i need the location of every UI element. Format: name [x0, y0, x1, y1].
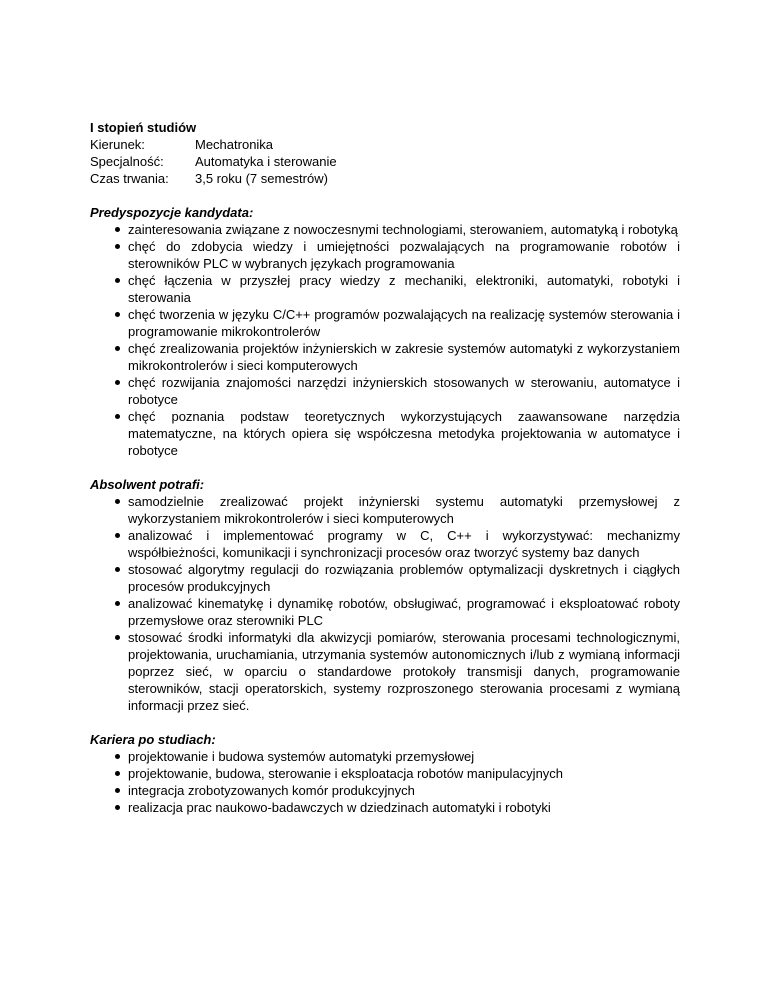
bullet-dot-icon [115, 805, 120, 810]
list-item [90, 306, 680, 340]
bullet-dot-icon [115, 346, 120, 351]
career-list [90, 748, 680, 816]
info-row-field [90, 136, 680, 153]
section-heading: Kariera po studiach: [90, 732, 216, 747]
document-page [90, 119, 680, 816]
predispositions-list [90, 221, 680, 459]
list-item [90, 340, 680, 374]
bullet-dot-icon [115, 244, 120, 249]
list-item [90, 527, 680, 561]
list-item-text: stosować algorytmy regulacji do rozwiązania problemów optymalizacji dyskretnych i ciągłych procesów produkcyjnych [128, 562, 680, 594]
info-value: 3,5 roku (7 semestrów) [195, 171, 328, 186]
bullet-dot-icon [115, 533, 120, 538]
list-item-text: chęć poznania podstaw teoretycznych wykorzystujących zaawansowane narzędzia matematyczne, na których opiera się współczesna metodyka projektowania w automatyce i robotyce [128, 409, 680, 458]
list-item [90, 595, 680, 629]
bullet-dot-icon [115, 771, 120, 776]
career-section [90, 731, 680, 816]
list-item-text: zainteresowania związane z nowoczesnymi technologiami, sterowaniem, automatyką i robotyką [128, 222, 678, 237]
bullet-dot-icon [115, 754, 120, 759]
info-row-duration [90, 170, 680, 187]
list-item-text: projektowanie, budowa, sterowanie i eksploatacja robotów manipulacyjnych [128, 766, 564, 781]
section-heading: Absolwent potrafi: [90, 477, 205, 492]
list-item-text: chęć do zdobycia wiedzy i umiejętności pozwalających na programowanie robotów i sterowników PLC w wybranych językach programowania [128, 239, 680, 271]
list-item-text: projektowanie i budowa systemów automatyki przemysłowej [128, 749, 475, 764]
list-item-text: integracja zrobotyzowanych komór produkcyjnych [128, 783, 415, 798]
info-label: Czas trwania: [90, 171, 169, 186]
graduate-section [90, 476, 680, 714]
degree-title: I stopień studiów [90, 120, 197, 135]
graduate-list [90, 493, 680, 714]
list-item [90, 493, 680, 527]
list-item-text: analizować kinematykę i dynamikę robotów, obsługiwać, programować i eksploatować roboty przemysłowe oraz sterowniki PLC [128, 596, 680, 628]
list-item-text: chęć rozwijania znajomości narzędzi inżynierskich stosowanych w sterowaniu, automatyce i robotyce [128, 375, 680, 407]
list-item-text: stosować środki informatyki dla akwizycji pomiarów, sterowania procesami technologicznymi, projektowania, uruchamiania, utrzymania systemów autonomicznych i/lub z wymianą informacji poprzez sieć, w oparciu o standardowe protokoły transmisji danych, programowanie sterowników, stacji operatorskich, systemy rozproszonego sterowania procesami z wymianą informacji przez sieć. [128, 630, 680, 713]
predispositions-section [90, 204, 680, 459]
bullet-dot-icon [115, 635, 120, 640]
bullet-dot-icon [115, 278, 120, 283]
list-item-text: realizacja prac naukowo-badawczych w dziedzinach automatyki i robotyki [128, 800, 551, 815]
bullet-dot-icon [115, 788, 120, 793]
info-label: Specjalność: [90, 154, 164, 169]
list-item [90, 799, 680, 816]
info-label: Kierunek: [90, 137, 145, 152]
bullet-dot-icon [115, 414, 120, 419]
list-item [90, 561, 680, 595]
bullet-dot-icon [115, 499, 120, 504]
list-item-text: chęć łączenia w przyszłej pracy wiedzy z mechaniki, elektroniki, automatyki, robotyki i sterowania [128, 273, 680, 305]
list-item [90, 765, 680, 782]
bullet-dot-icon [115, 601, 120, 606]
list-item-text: chęć zrealizowania projektów inżynierskich w zakresie systemów automatyki z wykorzystaniem mikrokontrolerów i sieci komputerowych [128, 341, 680, 373]
list-item [90, 272, 680, 306]
info-row-specialization [90, 153, 680, 170]
list-item [90, 221, 680, 238]
study-info [90, 119, 680, 187]
list-item [90, 374, 680, 408]
bullet-dot-icon [115, 227, 120, 232]
list-item-text: analizować i implementować programy w C, C++ i wykorzystywać: mechanizmy współbieżności, komunikacji i synchronizacji procesów oraz tworzyć systemy baz danych [128, 528, 680, 560]
bullet-dot-icon [115, 567, 120, 572]
list-item [90, 629, 680, 714]
list-item-text: samodzielnie zrealizować projekt inżynierski systemu automatyki przemysłowej z wykorzystaniem mikrokontrolerów i sieci komputerowych [128, 494, 680, 526]
info-value: Mechatronika [195, 137, 274, 152]
info-value: Automatyka i sterowanie [195, 154, 337, 169]
list-item [90, 782, 680, 799]
list-item-text: chęć tworzenia w języku C/C++ programów pozwalających na realizację systemów sterowania i programowanie mikrokontrolerów [128, 307, 680, 339]
list-item [90, 408, 680, 459]
bullet-dot-icon [115, 380, 120, 385]
section-heading: Predyspozycje kandydata: [90, 205, 254, 220]
bullet-dot-icon [115, 312, 120, 317]
list-item [90, 238, 680, 272]
list-item [90, 748, 680, 765]
